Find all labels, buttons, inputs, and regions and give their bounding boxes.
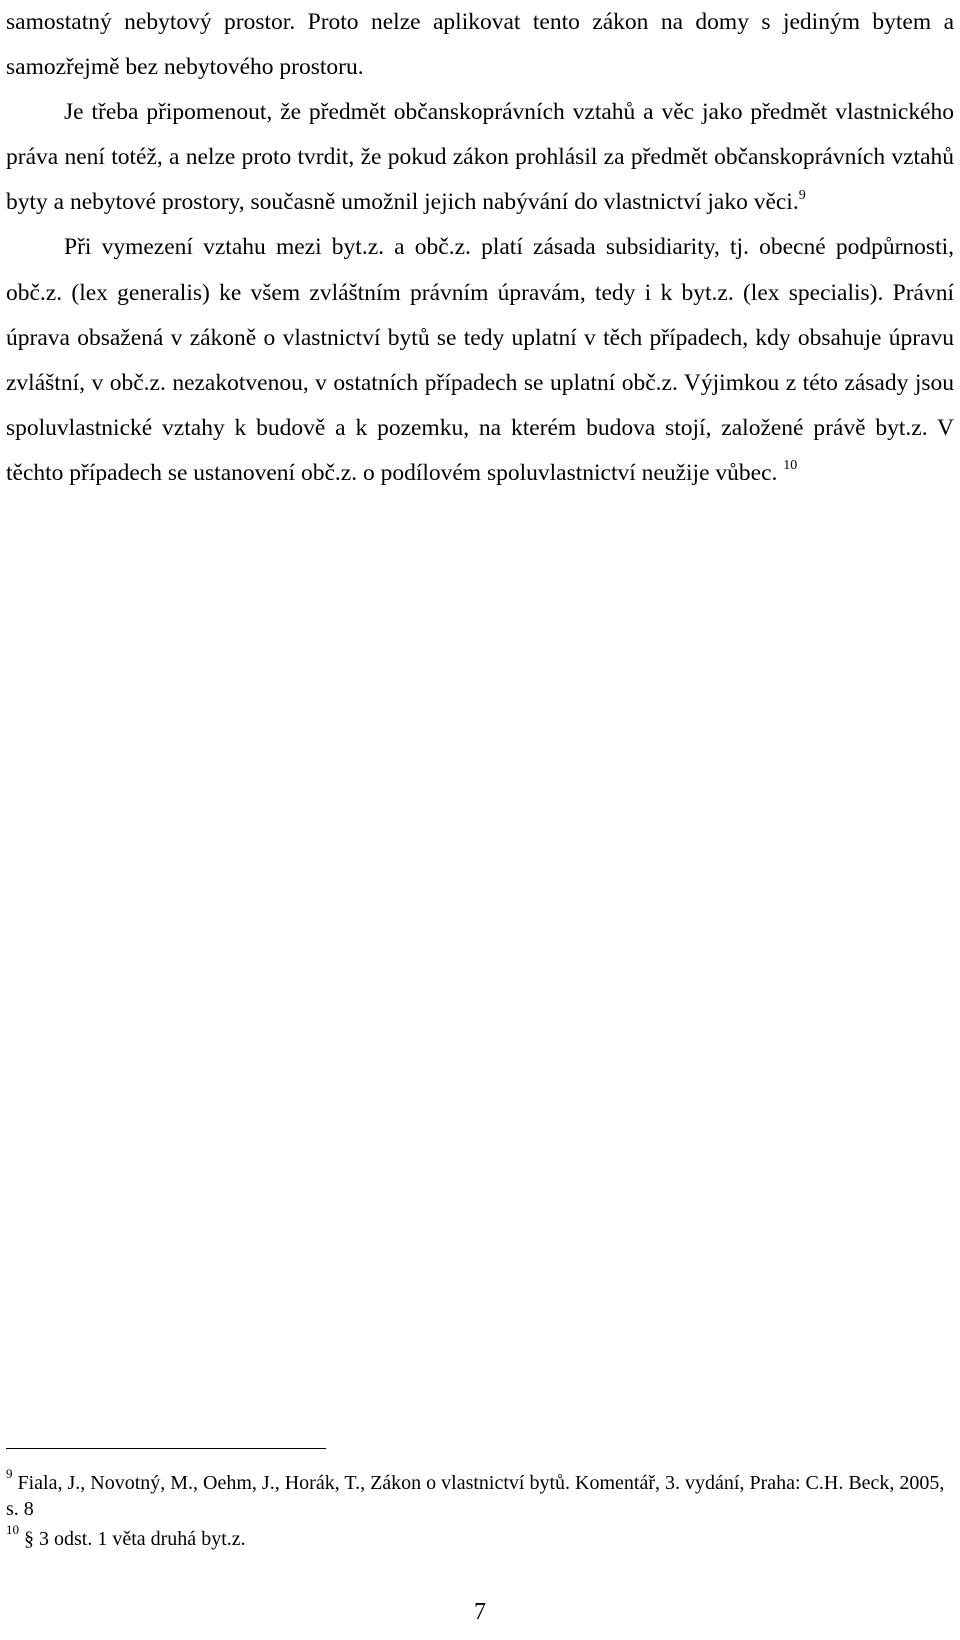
footnotes (6, 1466, 954, 1556)
footnote-item (6, 1466, 954, 1522)
paragraph-subsidiarity (6, 225, 954, 496)
page-number: 7 (474, 1599, 486, 1625)
footnote-text: § 3 odst. 1 věta druhá byt.z. (24, 1528, 246, 1550)
paragraph-continuation (6, 0, 954, 90)
footnote-number: 9 (6, 1466, 13, 1482)
footnote-text: Fiala, J., Novotný, M., Oehm, J., Horák, T., Zákon o vlastnictví bytů. Komentář, 3. vydání, Praha: C.H. Beck, 2005, s. 8 (6, 1472, 945, 1520)
footnote-reference[interactable]: 10 (783, 458, 798, 474)
paragraph-subject-of-relations (6, 90, 954, 225)
footnote-item (6, 1522, 954, 1552)
paragraph-text: Je třeba připomenout, že předmět občanskoprávních vztahů a věc jako předmět vlastnického práva není totéž, a nelze proto tvrdit, že pokud zákon prohlásil za předmět občanskoprávních vztahů byty a nebytové prostory, současně umožnil jejich nabývání do vlastnictví jako věci. (6, 99, 954, 216)
paragraph-text: Při vymezení vztahu mezi byt.z. a obč.z. platí zásada subsidiarity, tj. obecné podpůrnosti, obč.z. (lex generalis) ke všem zvláštním právním úpravám, tedy i k byt.z. (lex specialis). Právní úprava obsažená v zákoně o vlastnictví bytů se tedy uplatní v těch případech, kdy obsahuje úpravu zvláštní, v obč.z. nezakotvenou, v ostatních případech se uplatní obč.z. Výjimkou z této zásady jsou spoluvlastnické vztahy k budově a k pozemku, na kterém budova stojí, založené právě byt.z. V těchto případech se ustanovení obč.z. o podílovém spoluvlastnictví neužije vůbec. (6, 234, 954, 486)
paragraph-text: samostatný nebytový prostor. Proto nelze aplikovat tento zákon na domy s jediným bytem a samozřejmě bez nebytového prostoru. (6, 9, 954, 81)
footnote-reference[interactable]: 9 (798, 187, 806, 203)
footnote-separator (6, 1448, 326, 1449)
body-text (6, 0, 954, 496)
footnote-number: 10 (6, 1522, 19, 1538)
